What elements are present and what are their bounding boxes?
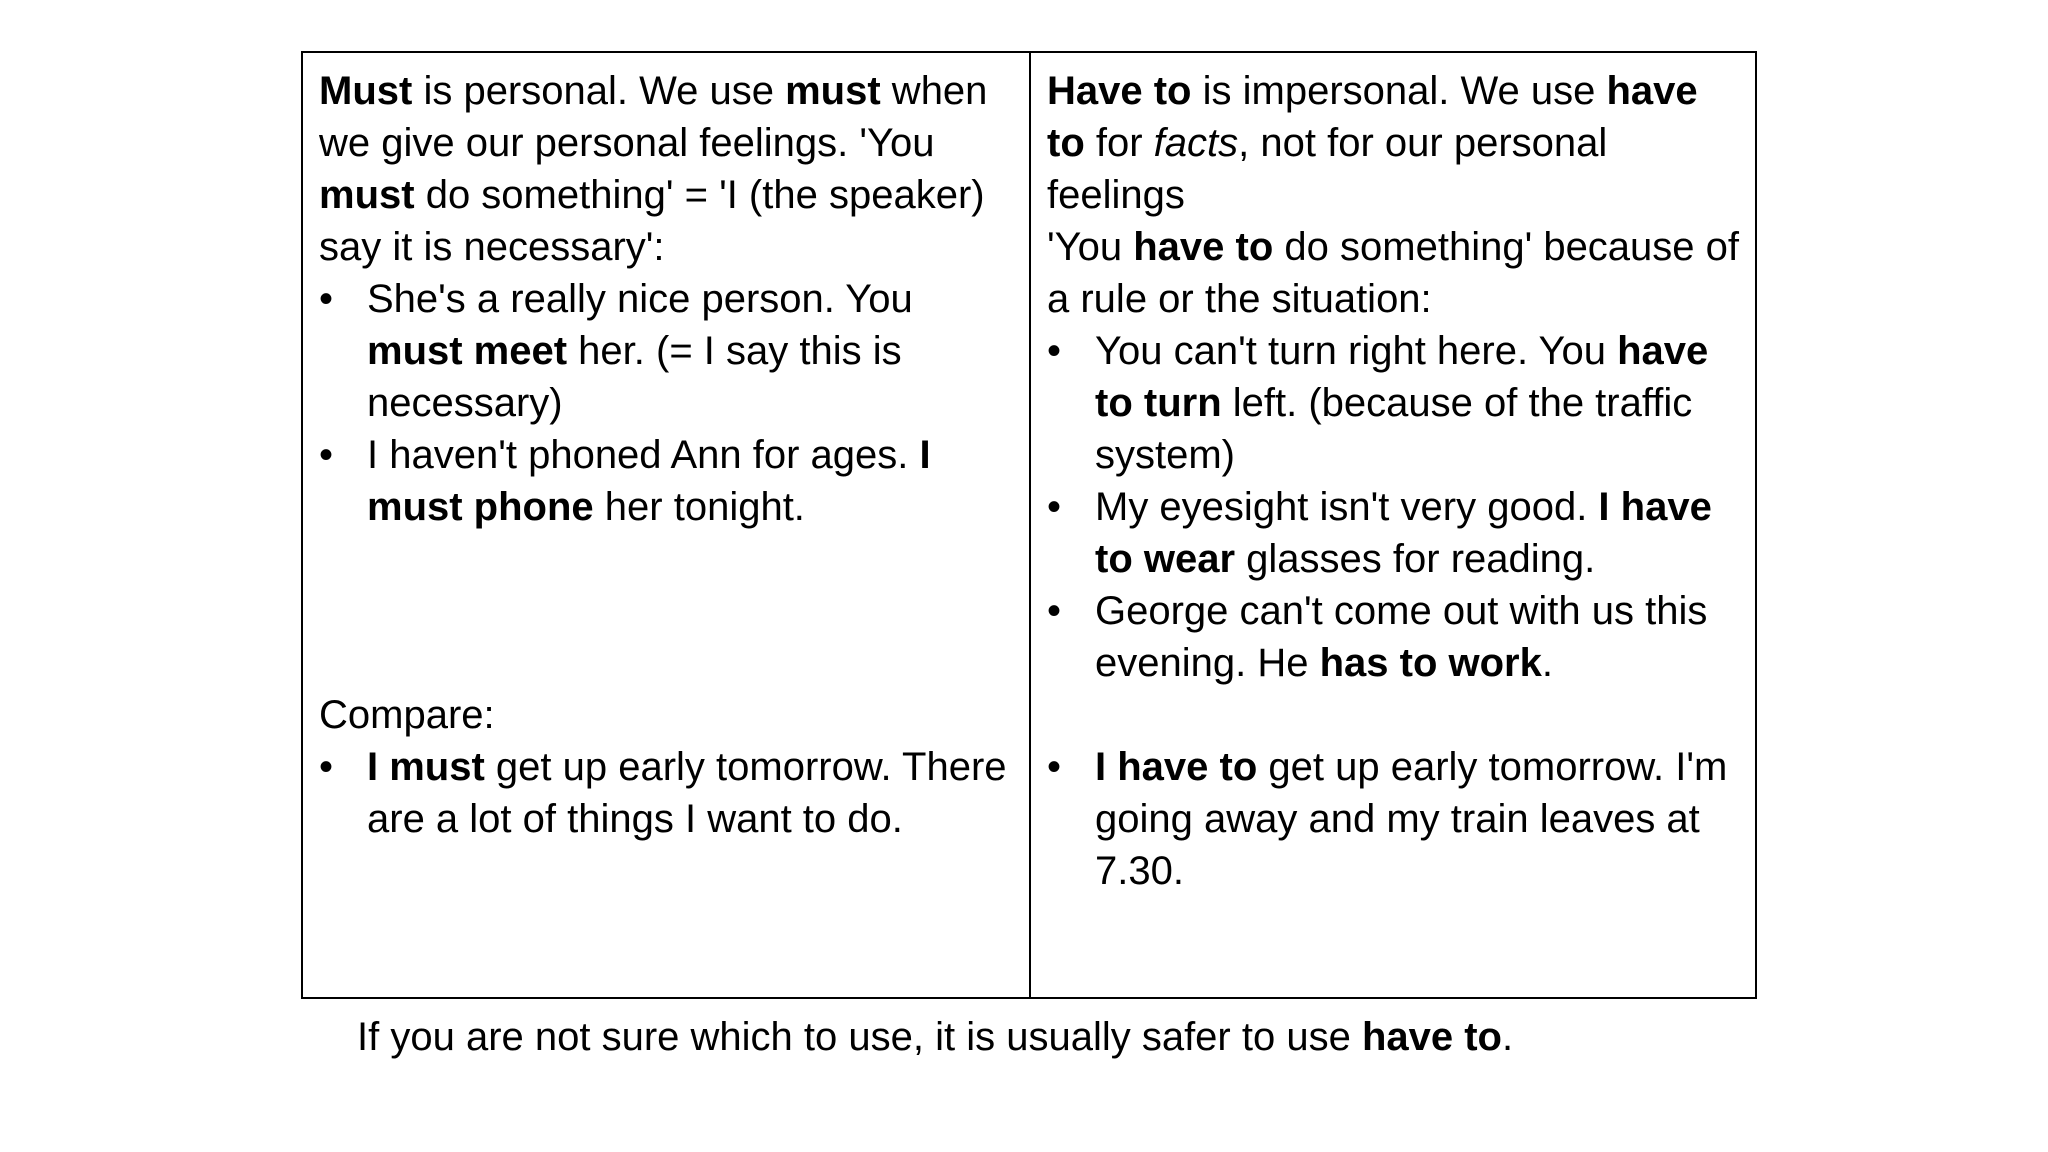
must-intro: Must is personal. We use must when we give our personal feelings. 'You must do something' = 'I (the speaker) say it is necessary':	[319, 69, 988, 269]
must-examples-list	[319, 273, 1015, 533]
list-item: • I have to get up early tomorrow. I'm going away and my train leaves at 7.30.	[1047, 741, 1741, 897]
have-to-rule: 'You have to do something' because of a rule or the situation:	[1047, 225, 1740, 321]
have-to-intro: Have to is impersonal. We use have to for facts, not for our personal feelings	[1047, 69, 1698, 217]
list-item: • I haven't phoned Ann for ages. I must phone her tonight.	[319, 429, 1015, 533]
list-item: • George can't come out with us this evening. He has to work.	[1047, 585, 1741, 689]
compare-label: Compare:	[319, 693, 495, 737]
list-item: • She's a really nice person. You must meet her. (= I say this is necessary)	[319, 273, 1015, 429]
list-item: • I must get up early tomorrow. There are a lot of things I want to do.	[319, 741, 1015, 845]
spacer	[319, 533, 1015, 689]
have-to-examples-list	[1047, 325, 1741, 689]
have-to-compare-list	[1047, 741, 1741, 897]
list-item: • My eyesight isn't very good. I have to wear glasses for reading.	[1047, 481, 1741, 585]
list-item: • You can't turn right here. You have to turn left. (because of the traffic system)	[1047, 325, 1741, 481]
footer-note: If you are not sure which to use, it is usually safer to use have to.	[357, 1015, 1514, 1059]
comparison-table	[301, 51, 1757, 999]
must-compare-list	[319, 741, 1015, 845]
spacer	[1047, 689, 1741, 741]
must-column	[303, 53, 1031, 997]
have-to-column	[1031, 53, 1755, 997]
